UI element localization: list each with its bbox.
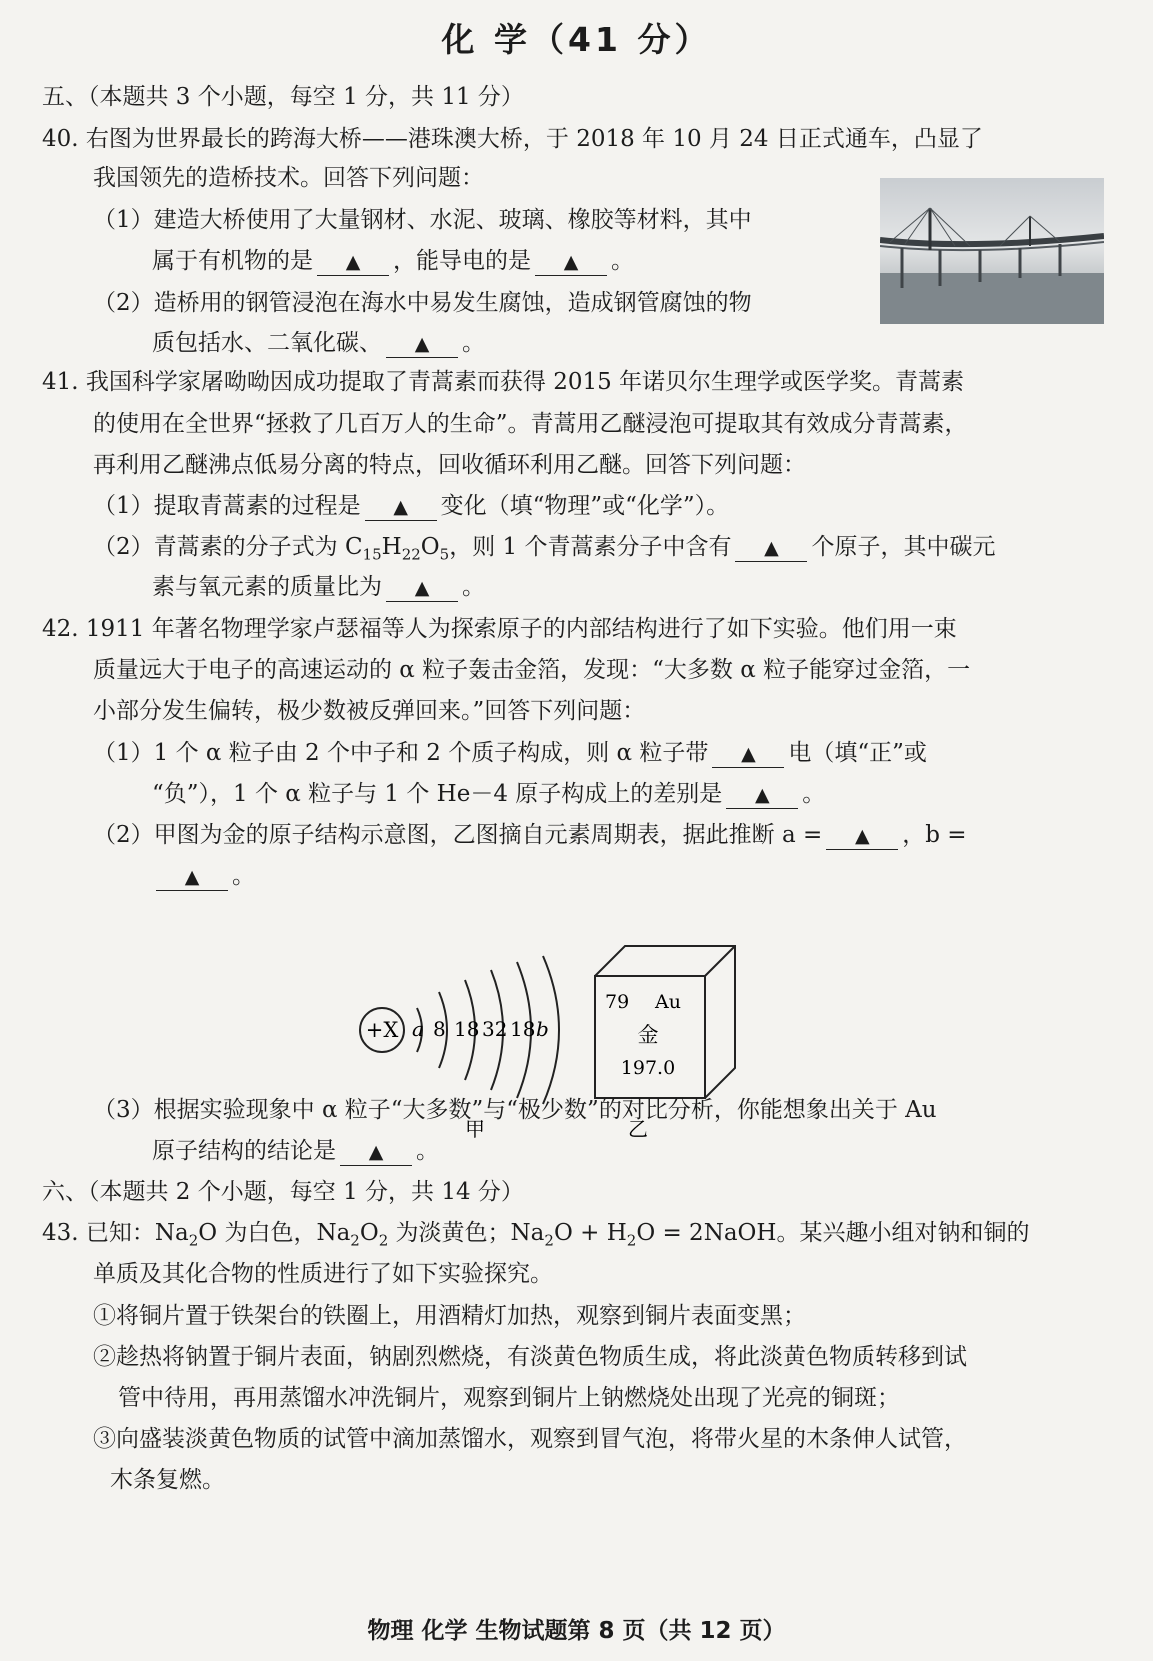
q43-line-1: 43. 已知：$Na_2O$ 为白色，$Na_2O_2$ 为淡黄色；$Na_2O + H_2O$ = 2NaOH。某兴趣小组对钠和铜的 [42, 1220, 1030, 1250]
page-footer: 物理 化学 生物试题第 8 页（共 12 页） [367, 1618, 786, 1644]
q41-part2-line-2: 素与氧元素的质量比为 ▲ 。 [152, 574, 485, 600]
section-five-heading: 五、（本题共 3 个小题，每空 1 分，共 11 分） [42, 84, 524, 110]
q42-part2-line-2: ▲ 。 [152, 861, 255, 891]
q42-part3-line-1: （3）根据实验现象中 α 粒子“大多数”与“极少数”的对比分析，你能想象出关于 Au [93, 1097, 937, 1123]
element-name: 金 [637, 1023, 659, 1047]
diagram-label-yi: 乙 [628, 1117, 648, 1141]
q43-step-2-line-2: 管中待用，再用蒸馏水冲洗铜片，观察到铜片上钠燃烧处出现了光亮的铜斑； [118, 1385, 900, 1411]
shell-label-a: a [412, 1017, 424, 1041]
q43-step-1: ①将铜片置于铁架台的铁圈上，用酒精灯加热，观察到铜片表面变黑； [93, 1303, 806, 1329]
answer-blank[interactable]: ▲ [317, 248, 389, 276]
q42-part3-line-2: 原子结构的结论是 ▲ 。 [152, 1138, 439, 1164]
q42-line-3: 小部分发生偏转，极少数被反弹回来。”回答下列问题： [93, 698, 646, 724]
shell-label-18a: 18 [454, 1017, 480, 1041]
q41-line-2: 的使用在全世界“拯救了几百万人的生命”。青蒿用乙醚浸泡可提取其有效成分青蒿素， [93, 411, 968, 437]
bridge-photo [880, 178, 1104, 324]
q40-line-2: 我国领先的造桥技术。回答下列问题： [93, 165, 484, 191]
answer-blank[interactable]: ▲ [712, 740, 784, 768]
q42-part1-line-1: （1）1 个 α 粒子由 2 个中子和 2 个质子构成，则 α 粒子带 ▲ 电（填“正”或 [93, 740, 927, 766]
q43-line-2: 单质及其化合物的性质进行了如下实验探究。 [93, 1261, 553, 1287]
shell-label-8: 8 [433, 1017, 446, 1041]
q41-part1: （1）提取青蒿素的过程是 ▲ 变化（填“物理”或“化学”）。 [93, 493, 730, 519]
q42-part2-line-1: （2）甲图为金的原子结构示意图，乙图摘自元素周期表，据此推断 a = ▲ ，b = [93, 822, 967, 848]
q41-part2-line-1: （2）青蒿素的分子式为 $C_{15}H_{22}O_5$，则 1 个青蒿素分子中含有 ▲ 个原子，其中碳元 [93, 534, 996, 564]
q40-part2-line-2: 质包括水、二氧化碳、 ▲ 。 [152, 330, 485, 356]
q40-line-1: 40. 右图为世界最长的跨海大桥——港珠澳大桥，于 2018 年 10 月 24 日正式通车，凸显了 [42, 126, 983, 152]
answer-blank[interactable]: ▲ [365, 493, 437, 521]
q40-part1-line-2: 属于有机物的是 ▲ ，能导电的是 ▲ 。 [152, 248, 634, 274]
shell-label-32: 32 [482, 1017, 508, 1041]
q43-step-3-line-2: 木条复燃。 [110, 1467, 225, 1493]
answer-blank[interactable]: ▲ [535, 248, 607, 276]
q41-line-1: 41. 我国科学家屠呦呦因成功提取了青蒿素而获得 2015 年诺贝尔生理学或医学奖。青蒿素 [42, 369, 965, 395]
q43-step-3-line-1: ③向盛装淡黄色物质的试管中滴加蒸馏水，观察到冒气泡，将带火星的木条伸人试管， [93, 1426, 967, 1452]
q42-part1-line-2: “负”），1 个 α 粒子与 1 个 He－4 原子构成上的差别是 ▲ 。 [152, 781, 826, 807]
shell-label-b: b [536, 1017, 549, 1041]
q42-line-2: 质量远大于电子的高速运动的 α 粒子轰击金箔，发现：“大多数 α 粒子能穿过金箔，一 [93, 657, 971, 683]
answer-blank[interactable]: ▲ [386, 574, 458, 602]
answer-blank[interactable]: ▲ [726, 781, 798, 809]
element-symbol: Au [655, 991, 681, 1013]
nucleus-label: +X [365, 1018, 399, 1042]
answer-blank[interactable]: ▲ [826, 822, 898, 850]
shell-label-18b: 18 [510, 1017, 536, 1041]
atomic-number: 79 [605, 991, 630, 1013]
section-six-heading: 六、（本题共 2 个小题，每空 1 分，共 14 分） [42, 1179, 524, 1205]
diagram-label-jia: 甲 [465, 1117, 485, 1141]
answer-blank[interactable]: ▲ [386, 330, 458, 358]
answer-blank[interactable]: ▲ [340, 1138, 412, 1166]
answer-blank[interactable]: ▲ [735, 534, 807, 562]
q42-line-1: 42. 1911 年著名物理学家卢瑟福等人为探索原子的内部结构进行了如下实验。他们用一束 [42, 616, 957, 642]
q40-part1-line-1: （1）建造大桥使用了大量钢材、水泥、玻璃、橡胶等材料，其中 [93, 207, 752, 233]
q43-step-2-line-1: ②趁热将钠置于铜片表面，钠剧烈燃烧，有淡黄色物质生成，将此淡黄色物质转移到试 [93, 1344, 967, 1370]
answer-blank[interactable]: ▲ [156, 863, 228, 891]
atomic-mass: 197.0 [620, 1057, 676, 1079]
q40-part2-line-1: （2）造桥用的钢管浸泡在海水中易发生腐蚀，造成钢管腐蚀的物 [93, 290, 752, 316]
page-title: 化 学（41 分） [441, 20, 712, 59]
q41-line-3: 再利用乙醚沸点低易分离的特点，回收循环利用乙醚。回答下列问题： [93, 452, 806, 478]
